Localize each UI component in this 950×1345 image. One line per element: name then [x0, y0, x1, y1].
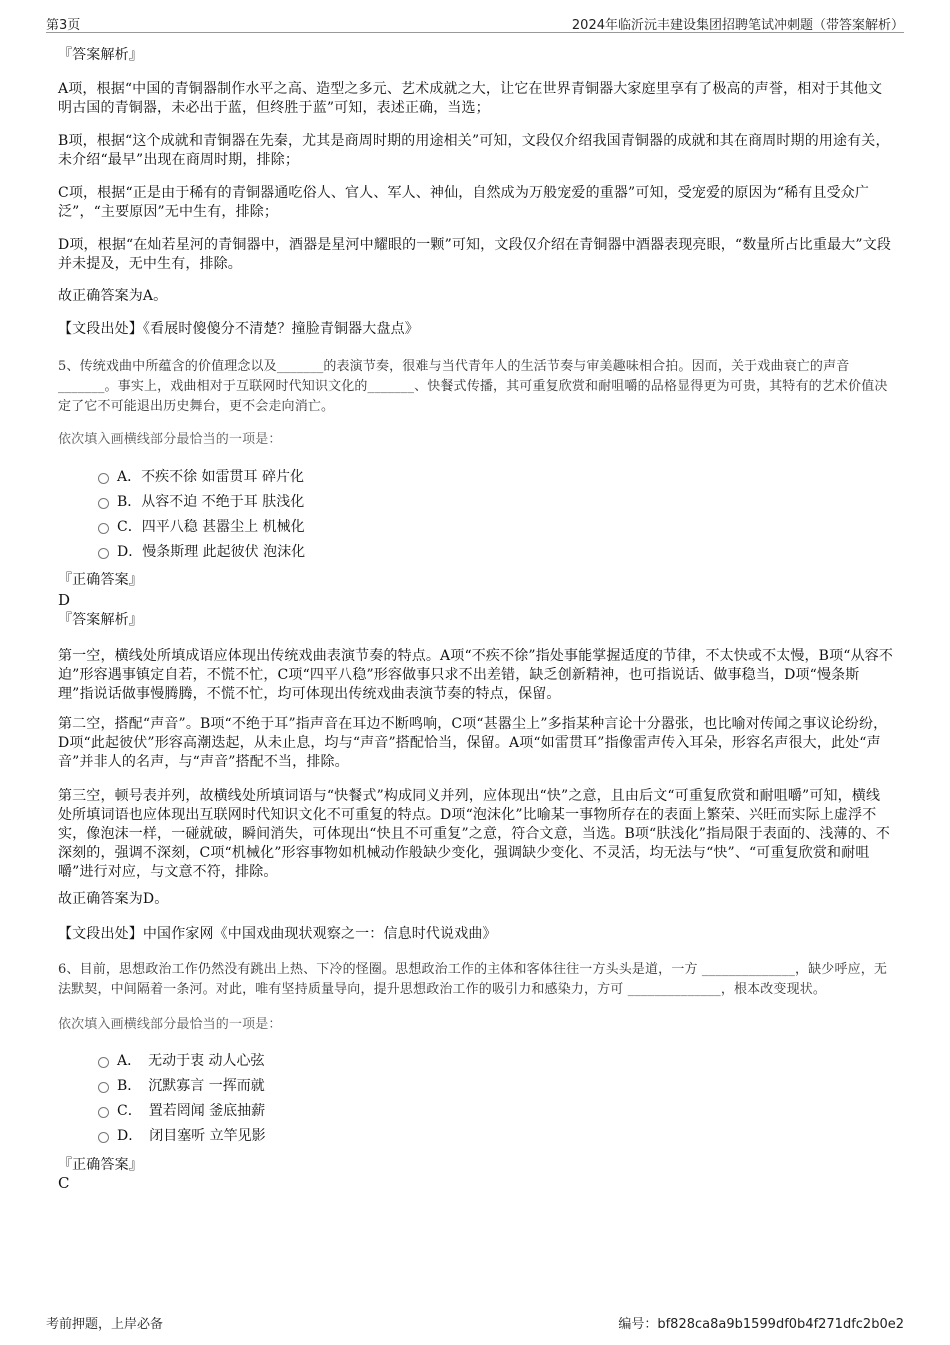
document-id: 编号：bf828ca8a9b1599df0b4f271dfc2b0e2 — [618, 1317, 904, 1332]
q5-instruction: 依次填入画横线部分最恰当的一项是： — [58, 432, 282, 447]
document-title: 2024年临沂沅丰建设集团招聘笔试冲刺题（带答案解析） — [571, 18, 904, 33]
option-label: D．慢条斯理 此起彼伏 泡沫化 — [117, 543, 306, 560]
q5-source: 【文段出处】中国作家网《中国戏曲现状观察之一：信息时代说戏曲》 — [58, 926, 497, 942]
q5-analysis-p3: 第三空，顿号表并列，故横线处所填词语与“快餐式”构成同义并列，应体现出“快”之意，且由后文“可重复欣赏和耐咀嚼”可知，横线处所填词语也应体现出互联网时代知识文化不可重复的特点。D项“泡沫化”比喻某一事物所存在的表面上繁荣、兴旺而实际上虚浮不实，像泡沫一样，一碰就破，瞬间消失，可体现出“快且不可重复”之意，符合文意，当选。B项“肤浅化”指局限于表面的、浅薄的、不深刻的，强调不深刻，C项“机械化”形容事物如机械动作般缺少变化，强调缺少变化、不灵活，均无法与“快”、“可重复欣赏和耐咀嚼”进行对应，与文意不符，排除。 — [58, 788, 891, 880]
q5-options — [98, 463, 305, 563]
q5-answer-label: 『正确答案』 — [58, 572, 143, 588]
option-label: B． 沉默寡言 一挥而就 — [117, 1077, 265, 1094]
option-label: C． 置若罔闻 釜底抽薪 — [117, 1102, 266, 1119]
radio-icon[interactable] — [98, 1107, 109, 1118]
q5-conclusion: 故正确答案为D。 — [58, 891, 169, 907]
q6-option-d[interactable] — [98, 1122, 266, 1147]
q4-conclusion: 故正确答案为A。 — [58, 288, 168, 304]
q6-answer: C — [58, 1174, 70, 1192]
radio-icon[interactable] — [98, 1082, 109, 1093]
page-header — [46, 10, 904, 33]
q6-stem: 6、目前，思想政治工作仍然没有跳出上热、下冷的怪圈。思想政治工作的主体和客体往往一方头头是道，一方 ______________，缺少呼应，无法默契，中间隔着一条河。对此，唯有坚持质量导向，提升思想政治工作的吸引力和感染力，方可 ______________，根本改变现状。 — [58, 962, 888, 997]
q5-option-b[interactable] — [98, 488, 305, 513]
q5-option-d[interactable] — [98, 538, 305, 563]
radio-icon[interactable] — [98, 473, 109, 484]
q6-options — [98, 1047, 266, 1147]
radio-icon[interactable] — [98, 548, 109, 559]
q6-option-c[interactable] — [98, 1097, 266, 1122]
q4-analysis-d: D项，根据“在灿若星河的青铜器中，酒器是星河中耀眼的一颗”可知，文段仅介绍在青铜器中酒器表现亮眼，“数量所占比重最大”文段并未提及，无中生有，排除。 — [58, 237, 891, 272]
q6-option-b[interactable] — [98, 1072, 266, 1097]
q4-analysis-b: B项，根据“这个成就和青铜器在先秦，尤其是商周时期的用途相关”可知，文段仅介绍我国青铜器的成就和其在商周时期的用途有关，未介绍“最早”出现在商周时期，排除； — [58, 133, 890, 168]
page-footer — [46, 1308, 904, 1330]
q5-option-c[interactable] — [98, 513, 305, 538]
radio-icon[interactable] — [98, 1132, 109, 1143]
q5-stem: 5、传统戏曲中所蕴含的价值理念以及_______的表演节奏，很难与当代青年人的生活节奏与审美趣味相合拍。因而，关于戏曲衰亡的声音_______。事实上，戏曲相对于互联网时代知识文化的_______、快餐式传播，其可重复欣赏和耐咀嚼的品格显得更为可贵，其特有的艺术价值决定了它不可能退出历史舞台，更不会走向消亡。 — [58, 359, 888, 414]
option-label: A． 无动于衷 动人心弦 — [117, 1052, 265, 1069]
q5-option-a[interactable] — [98, 463, 305, 488]
q4-analysis-label: 『答案解析』 — [58, 47, 143, 63]
option-label: A．不疾不徐 如雷贯耳 碎片化 — [117, 468, 305, 485]
q6-option-a[interactable] — [98, 1047, 266, 1072]
q6-answer-label: 『正确答案』 — [58, 1157, 143, 1173]
radio-icon[interactable] — [98, 1057, 109, 1068]
radio-icon[interactable] — [98, 498, 109, 509]
q5-analysis-p2: 第二空，搭配“声音”。B项“不绝于耳”指声音在耳边不断鸣响，C项“甚嚣尘上”多指某种言论十分嚣张，也比喻对传闻之事议论纷纷，D项“此起彼伏”形容高潮迭起，从未止息，均与“声音”搭配恰当，保留。A项“如雷贯耳”指像雷声传入耳朵，形容名声很大，此处“声音”并非人的名声，与“声音”搭配不当，排除。 — [58, 716, 888, 770]
page-number: 第3页 — [46, 18, 81, 33]
footer-slogan: 考前押题，上岸必备 — [46, 1317, 164, 1332]
q6-instruction: 依次填入画横线部分最恰当的一项是： — [58, 1017, 282, 1032]
option-label: C．四平八稳 甚嚣尘上 机械化 — [117, 518, 305, 535]
radio-icon[interactable] — [98, 523, 109, 534]
q5-analysis-p1: 第一空，横线处所填成语应体现出传统戏曲表演节奏的特点。A项“不疾不徐”指处事能掌握适度的节律，不太快或不太慢，B项“从容不迫”形容遇事镇定自若，不慌不忙，C项“四平八稳”形容做事只求不出差错，缺乏创新精神，也可指说话、做事稳当，D项“慢条斯理”指说话做事慢腾腾，不慌不忙，均可体现出传统戏曲表演节奏的特点，保留。 — [58, 648, 894, 702]
q4-source: 【文段出处】《看展时傻傻分不清楚？撞脸青铜器大盘点》 — [58, 321, 419, 337]
q5-answer: D — [58, 591, 71, 609]
option-label: D． 闭目塞听 立竿见影 — [117, 1127, 266, 1144]
q4-analysis-c: C项，根据“正是由于稀有的青铜器通吃俗人、官人、军人、神仙，自然成为万般宠爱的重器”可知，受宠爱的原因为“稀有且受众广泛”，“主要原因”无中生有，排除； — [58, 185, 870, 220]
q5-analysis-label: 『答案解析』 — [58, 612, 143, 628]
option-label: B．从容不迫 不绝于耳 肤浅化 — [117, 493, 305, 510]
q4-analysis-a: A项，根据“中国的青铜器制作水平之高、造型之多元、艺术成就之大，让它在世界青铜器大家庭里享有了极高的声誉，相对于其他文明古国的青铜器，未必出于蓝，但终胜于蓝”可知，表述正确，当选； — [58, 81, 883, 116]
